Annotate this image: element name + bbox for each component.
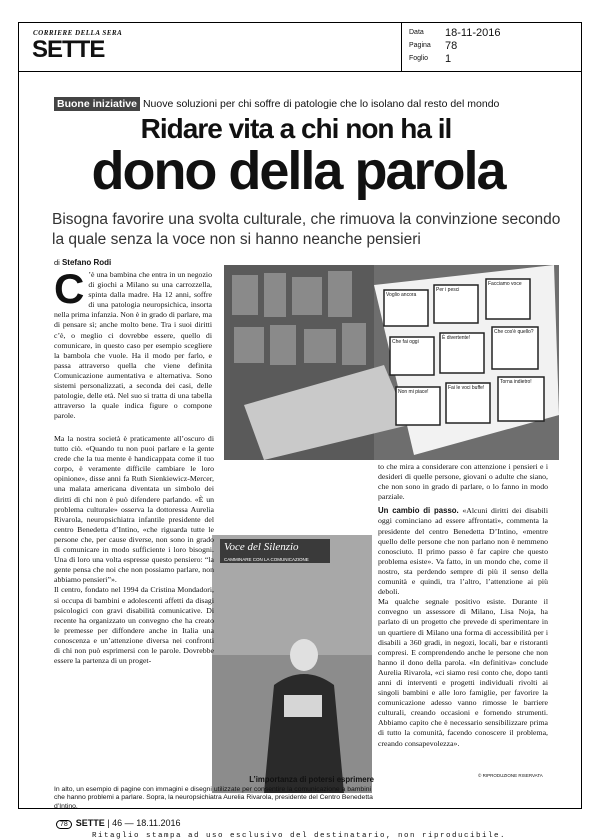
book-subtitle: CAMMINARE CON LA COMUNICAZIONE (224, 557, 309, 562)
newspaper-name: CORRIERE DELLA SERA (33, 29, 123, 37)
article-column-1b (54, 434, 214, 666)
masthead (19, 23, 402, 71)
paragraph (378, 506, 548, 597)
portrait-illustration (212, 535, 372, 793)
meta-value: 78 (445, 40, 458, 52)
caption-text: In alto, un esempio di pagine con immagini e disegni utilizzate per consentire la comunicazione a bambini che hanno problemi a parlare. Sopra, la neuropsichiatra Aurelia Rivarola, presidente del Centro Benedetta d’Intino. (54, 785, 373, 810)
paragraph: Ma qualche segnale positivo esiste. Durante il convegno un assessore di Milano, Lisa Noja, ha parlato di un progetto che prevede di sperimentare in un quartiere di Milano una forma di accessibilità per i disabili a 360 gradi, in negozi, locali, bar e ristoranti compresi. E comprendendo anche le persone che non hanno il dono della parola. «In definitiva» conclude Aurelia Rivarola, «ci siamo resi conto che, dopo tanti anni di interventi e progetti individuali rivolti ai singoli bambini e alle loro famiglie, per favorire la comunicazione adesso vanno rimosse le barriere culturali, creando occasioni e fornendo strumenti. Abbiamo capito che è necessario sensibilizzare prima di tutto la comunità, facendo conoscere il problema, creando consapevolezza». (378, 597, 548, 748)
clipping-meta (407, 27, 577, 66)
headline-line-1: Ridare vita a chi non ha il (140, 113, 452, 144)
card-label: Che cos'è quello? (494, 329, 534, 335)
kicker (54, 98, 499, 110)
subtitle: Bisogna favorire una svolta culturale, che rimuova la convinzione secondo la quale senza la voce non si hanno neanche pensieri (52, 211, 561, 248)
meta-value: 1 (445, 53, 452, 65)
card-label: Torna indietro! (500, 379, 532, 385)
card-label: Non mi piace! (398, 389, 429, 395)
paragraph: to che mira a considerare con attenzione i pensieri e i desideri di quelle persone, giovani o adulte che siano, che non sono in grado di parlare, o lo fanno in modo parziale. (378, 462, 548, 502)
paragraph (54, 265, 212, 421)
footer-issue: 46 (112, 818, 123, 828)
copyright-notice: © RIPRODUZIONE RISERVATA (478, 773, 543, 778)
article-column-1a (54, 265, 212, 421)
caption-title: L’importanza di potersi esprimere (249, 775, 374, 784)
meta-row-page (407, 40, 577, 53)
headline-line-2: dono della parola (91, 141, 505, 201)
card-label: È divertente! (442, 335, 471, 341)
card-label: Che fai oggi (392, 339, 419, 345)
meta-value: 18-11-2016 (445, 27, 501, 39)
meta-key: Data (409, 29, 424, 36)
meta-row-sheet (407, 53, 577, 66)
footer-date: 18.11.2016 (136, 818, 181, 828)
paragraph: Il centro, fondato nel 1994 da Cristina Mondadori, si occupa di bambini e adolescenti affetti da disagi psicologici con gravi disabilità comunicative. Di recente ha organizzato un convegno che ha creato le premesse per diffondere anche in Italia una conoscenza e un’attenzione diversa nei confronti di chi non può esprimersi con le parole. Dovrebbe essere la partenza di un proget- (54, 585, 214, 666)
paragraph-text: «Alcuni diritti dei disabili oggi cominciano ad essere affrontati», commenta la presidente del centro Benedetta D’Intino, «mentre quello delle persone che non parlano non è nemmeno conosciuto. Il primo passo è far capire che questo problema esiste». Va fatto, in un mondo che, come il nostro, sta perdendo sempre di più il senso della comunità e quindi, tra l’altro, l’attenzione ai più deboli. (378, 506, 549, 597)
kicker-text: Nuove soluzioni per chi soffre di patologie che lo isolano dal resto del mondo (142, 98, 500, 110)
footer-magazine: SETTE (75, 818, 105, 828)
photo-caption (54, 776, 374, 811)
clipping-header (18, 22, 582, 72)
byline-author: Stefano Rodi (61, 258, 112, 267)
magazine-logo: SETTE (32, 36, 105, 63)
byline-prefix: di (54, 258, 60, 267)
card-label: Facciamo voce (488, 281, 522, 287)
communication-board-photo (224, 265, 559, 460)
book-title: Voce del Silenzio (224, 541, 299, 553)
page-footer: 78 SETTE | 46 — 18.11.2016 (56, 818, 181, 829)
paragraph-text: ’è una bambina che entra in un negozio di giochi a Milano su una carrozzella, spinta dalla madre. Ha 12 anni, soffre di una patologia neuropsichica, insorta nella prima infanzia. Non è in grado di parlare, ma di pensare sì; anche molto bene. Tra i suoi diritti c’è, o meglio ci dovrebbe essere, quello di comunicare, in questo caso per esempio scegliere la bambola che vuole. Ha il modo per farlo, e passa attraverso quella che viene definita Comunicazione aumentativa e alternativa. Sono sistemi personalizzati, a seconda dei casi, delle patologie, delle età. Nel suo si tratta di una tabella attraverso la quale indica figure o compone parole. (54, 270, 212, 421)
page-number: 78 (56, 820, 72, 829)
reproduction-notice: Ritaglio stampa ad uso esclusivo del destinatario, non riproducibile. (91, 832, 507, 840)
article-column-2 (378, 462, 548, 749)
paragraph-lead: Un cambio di passo. (378, 506, 459, 516)
meta-row-date (407, 27, 577, 40)
kicker-tag: Buone iniziative (54, 97, 140, 111)
meta-key: Pagina (409, 42, 431, 49)
card-label: Per i pesci (436, 287, 460, 293)
drop-cap: C (54, 265, 85, 312)
meta-key: Foglio (409, 55, 429, 62)
card-label: Voglio ancora (386, 292, 417, 298)
paragraph: Ma la nostra società è praticamente all’oscuro di tutto ciò. «Quando tu non puoi parlare e la gente crede che la tua mente è handicappata come il tuo corpo, è veramente difficile cambiare le loro opinione», disse anni fa Ruth Sienkiewicz-Mercer, una malata americana diventata un simbolo dei diritti di chi non è può difendere parlando. «È un problema culturale» osserva la dottoressa Aurelia Rivarola, neuropsichiatra infantile presidente del centro Benedetta d’Intino, «che riguarda tutte le persone che, per cause diverse, non sono in grado di comunicare in modo sufficiente i loro bisogni. Una di loro una volta espresse questo pensiero: “la gente pensa che noi che non possiamo parlare, non abbiamo pensieri”». (54, 434, 214, 585)
card-label: Fai le voci buffe! (448, 385, 485, 391)
portrait-photo (212, 535, 372, 793)
